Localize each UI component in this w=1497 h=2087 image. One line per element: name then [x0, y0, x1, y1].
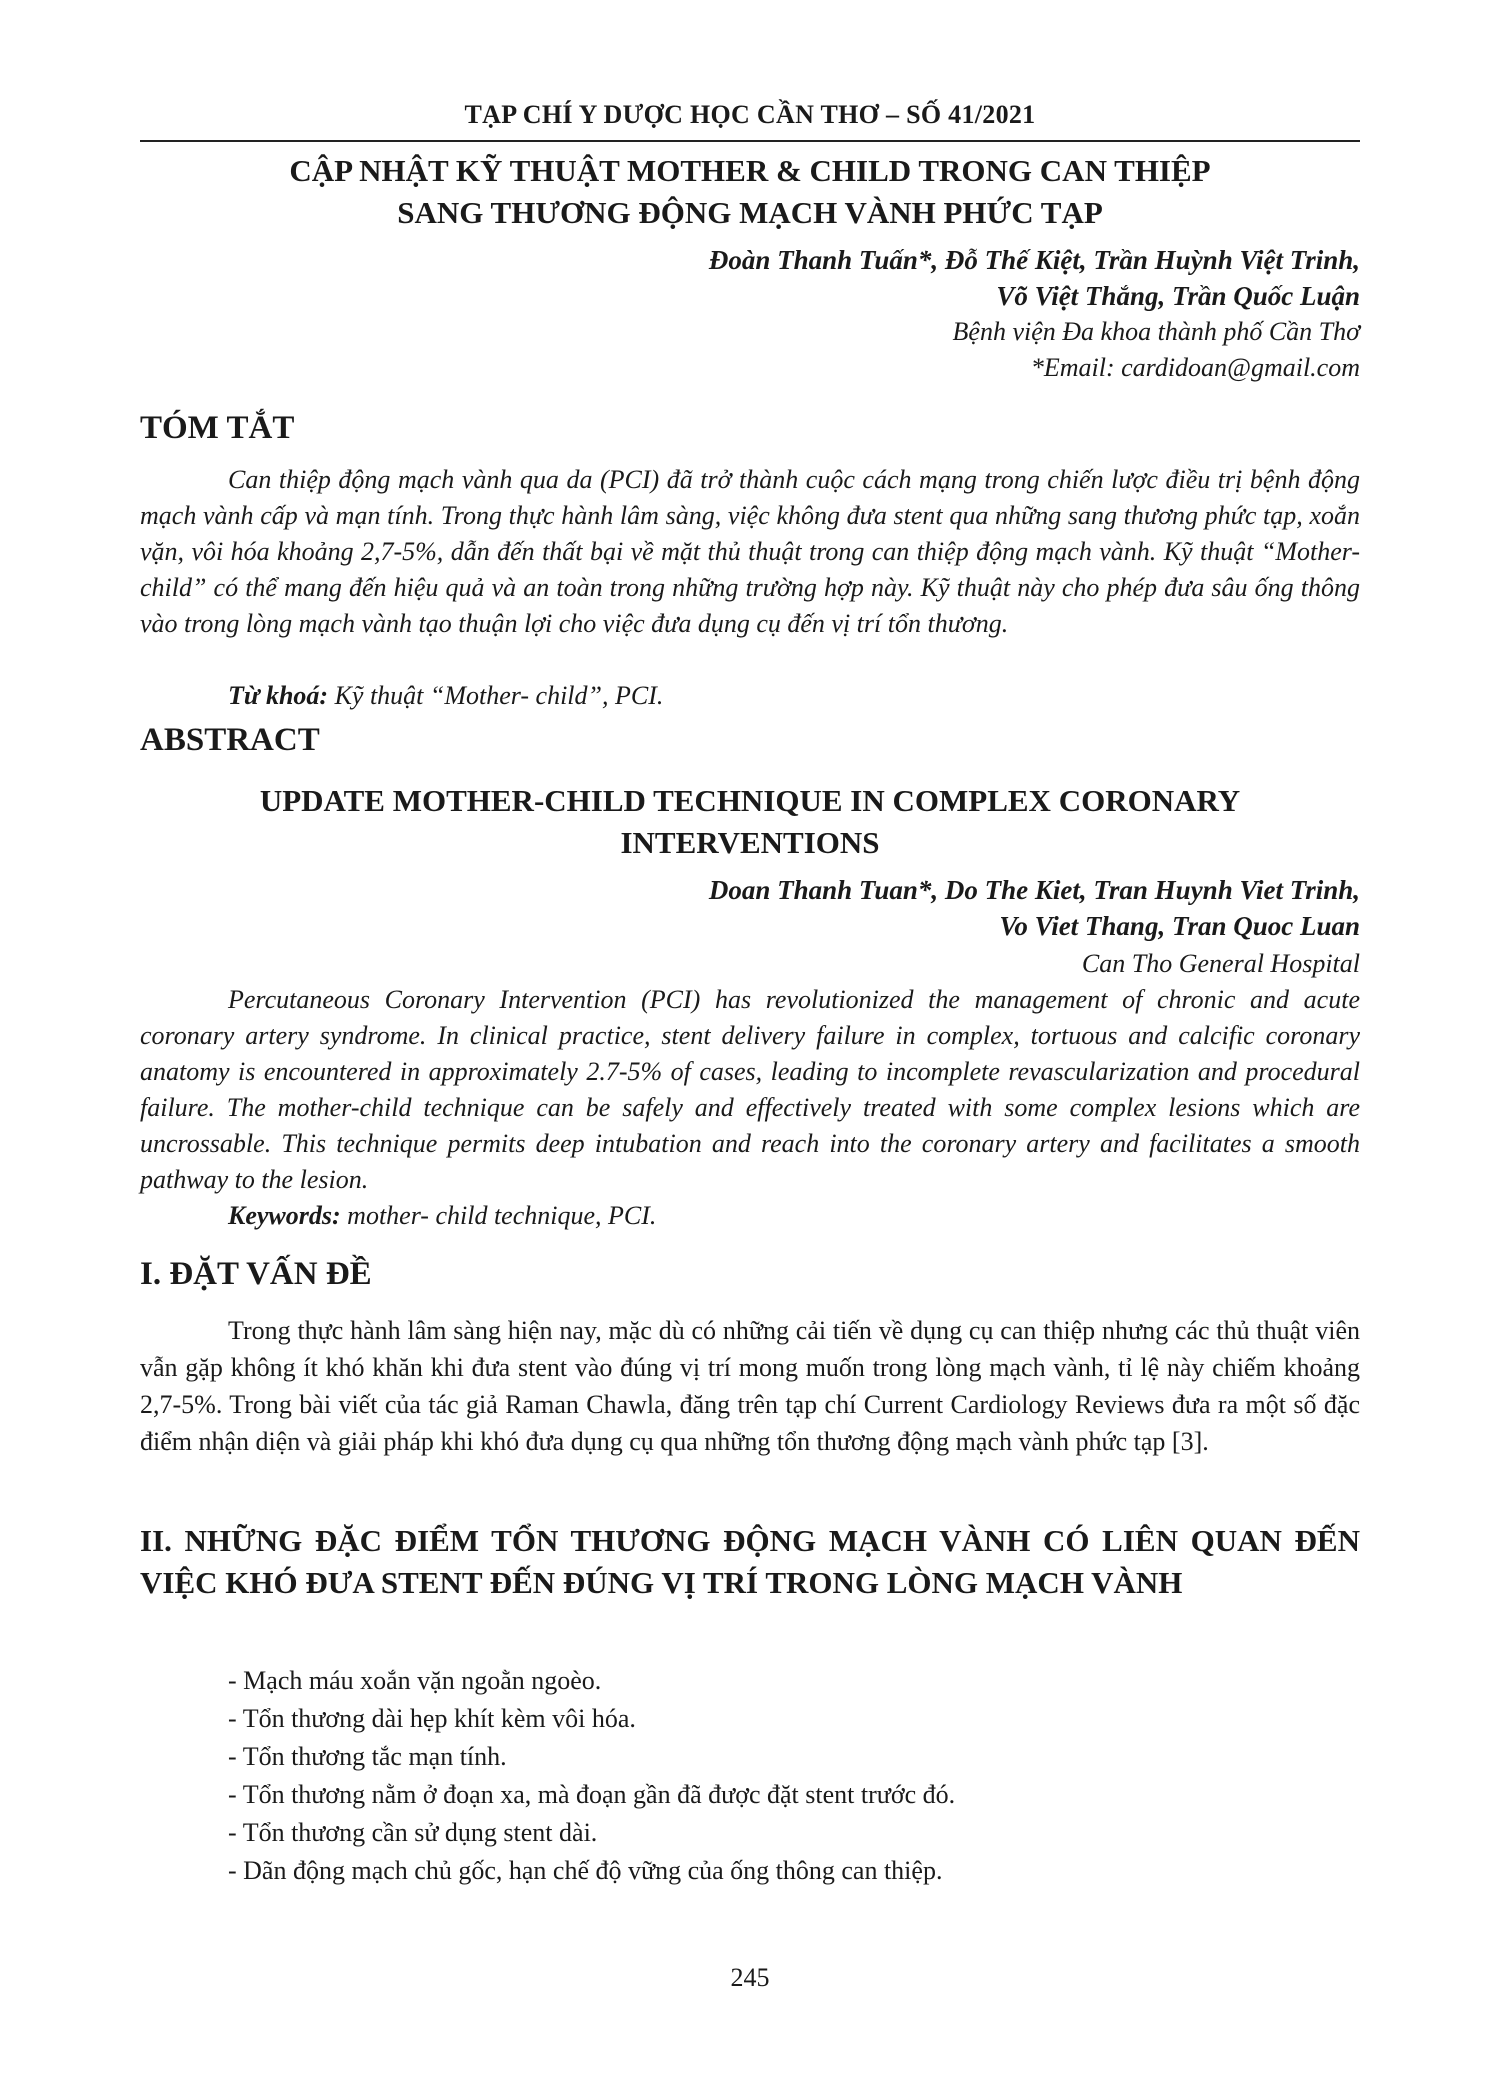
en-authors [709, 872, 1360, 944]
list-item: - Tổn thương nằm ở đoạn xa, mà đoạn gần đã được đặt stent trước đó. [228, 1780, 956, 1809]
journal-header: TẠP CHÍ Y DƯỢC HỌC CẦN THƠ – SỐ 41/2021 [464, 100, 1036, 129]
en-title [140, 780, 1360, 864]
list-item: - Tổn thương tắc mạn tính. [228, 1742, 507, 1771]
list-item: - Dãn động mạch chủ gốc, hạn chế độ vững của ống thông can thiệp. [228, 1856, 943, 1885]
en-keywords [228, 1198, 656, 1234]
list-item: - Tổn thương dài hẹp khít kèm vôi hóa. [228, 1704, 636, 1733]
author-email: *Email: cardidoan@gmail.com [1030, 353, 1360, 382]
vi-keywords-text: Kỹ thuật “Mother- child”, PCI. [328, 681, 664, 710]
vi-authors-line-1: Đoàn Thanh Tuấn*, Đỗ Thế Kiệt, Trần Huỳnh Việt Trinh, [708, 245, 1360, 275]
summary-text: Can thiệp động mạch vành qua da (PCI) đã trở thành cuộc cách mạng trong chiến lược điều trị bệnh động mạch vành cấp và mạn tính. Trong thực hành lâm sàng, việc không đưa stent qua những sang thương phức tạp, xoắn vặn, vôi hóa khoảng 2,7-5%, dẫn đến thất bại về mặt thủ thuật trong can thiệp động mạch vành. Kỹ thuật “Mother- child” có thể mang đến hiệu quả và an toàn trong những trường hợp này. Kỹ thuật này cho phép đưa sâu ống thông vào trong lòng mạch vành tạo thuận lợi cho việc đưa dụng cụ đến vị trí tổn thương. [140, 465, 1360, 638]
en-authors-line-2: Vo Viet Thang, Tran Quoc Luan [999, 911, 1360, 941]
vi-authors-line-2: Võ Việt Thắng, Trần Quốc Luận [996, 281, 1360, 311]
en-keywords-label: Keywords: [228, 1201, 341, 1230]
vi-title [140, 150, 1360, 234]
en-affiliation: Can Tho General Hospital [1081, 949, 1360, 978]
vi-keywords [228, 678, 663, 714]
vi-keywords-label: Từ khoá: [228, 681, 329, 710]
en-keywords-text: mother- child technique, PCI. [340, 1201, 657, 1230]
section-2-list [228, 1662, 955, 1890]
list-item: - Mạch máu xoắn vặn ngoằn ngoèo. [228, 1666, 602, 1695]
summary-heading: TÓM TẮT [140, 410, 295, 446]
vi-authors [709, 242, 1360, 314]
vi-title-line-2: SANG THƯƠNG ĐỘNG MẠCH VÀNH PHỨC TẠP [397, 195, 1103, 230]
vi-affiliation: Bệnh viện Đa khoa thành phố Cần Thơ [952, 317, 1360, 346]
abstract-heading: ABSTRACT [140, 722, 320, 758]
abstract-text: Percutaneous Coronary Intervention (PCI) has revolutionized the management of chronic and acute coronary artery syndrome. In clinical practice, stent delivery failure in complex, tortuous and calcific coronary anatomy is encountered in approximately 2.7-5% of cases, leading to incomplete revascularization and procedural failure. The mother-child technique can be safely and effectively treated with some complex lesions which are uncrossable. This technique permits deep intubation and reach into the coronary artery and facilitates a smooth pathway to the lesion. [140, 985, 1360, 1194]
page-number: 245 [730, 1963, 770, 1992]
list-item: - Tổn thương cần sử dụng stent dài. [228, 1818, 598, 1847]
section-1-text: Trong thực hành lâm sàng hiện nay, mặc dù có những cải tiến về dụng cụ can thiệp nhưng các thủ thuật viên vẫn gặp không ít khó khăn khi đưa stent vào đúng vị trí mong muốn trong lòng mạch vành, tỉ lệ này chiếm khoảng 2,7-5%. Trong bài viết của tác giả Raman Chawla, đăng trên tạp chí Current Cardiology Reviews đưa ra một số đặc điểm nhận diện và giải pháp khi khó đưa dụng cụ qua những tổn thương động mạch vành phức tạp [3]. [140, 1316, 1360, 1456]
vi-affiliation-block [953, 314, 1360, 386]
header-rule [140, 140, 1360, 142]
vi-title-line-1: CẬP NHẬT KỸ THUẬT MOTHER & CHILD TRONG CAN THIỆP [289, 153, 1211, 188]
en-title-line-1: UPDATE MOTHER-CHILD TECHNIQUE IN COMPLEX CORONARY [259, 783, 1241, 818]
en-title-line-2: INTERVENTIONS [620, 825, 880, 860]
section-1-heading: I. ĐẶT VẤN ĐỀ [140, 1256, 372, 1292]
en-authors-line-1: Doan Thanh Tuan*, Do The Kiet, Tran Huynh Viet Trinh, [708, 875, 1360, 905]
section-2-heading: II. NHỮNG ĐẶC ĐIỂM TỔN THƯƠNG ĐỘNG MẠCH VÀNH CÓ LIÊN QUAN ĐẾN VIỆC KHÓ ĐƯA STENT ĐẾN ĐÚNG VỊ TRÍ TRONG LÒNG MẠCH VÀNH [140, 1523, 1360, 1600]
